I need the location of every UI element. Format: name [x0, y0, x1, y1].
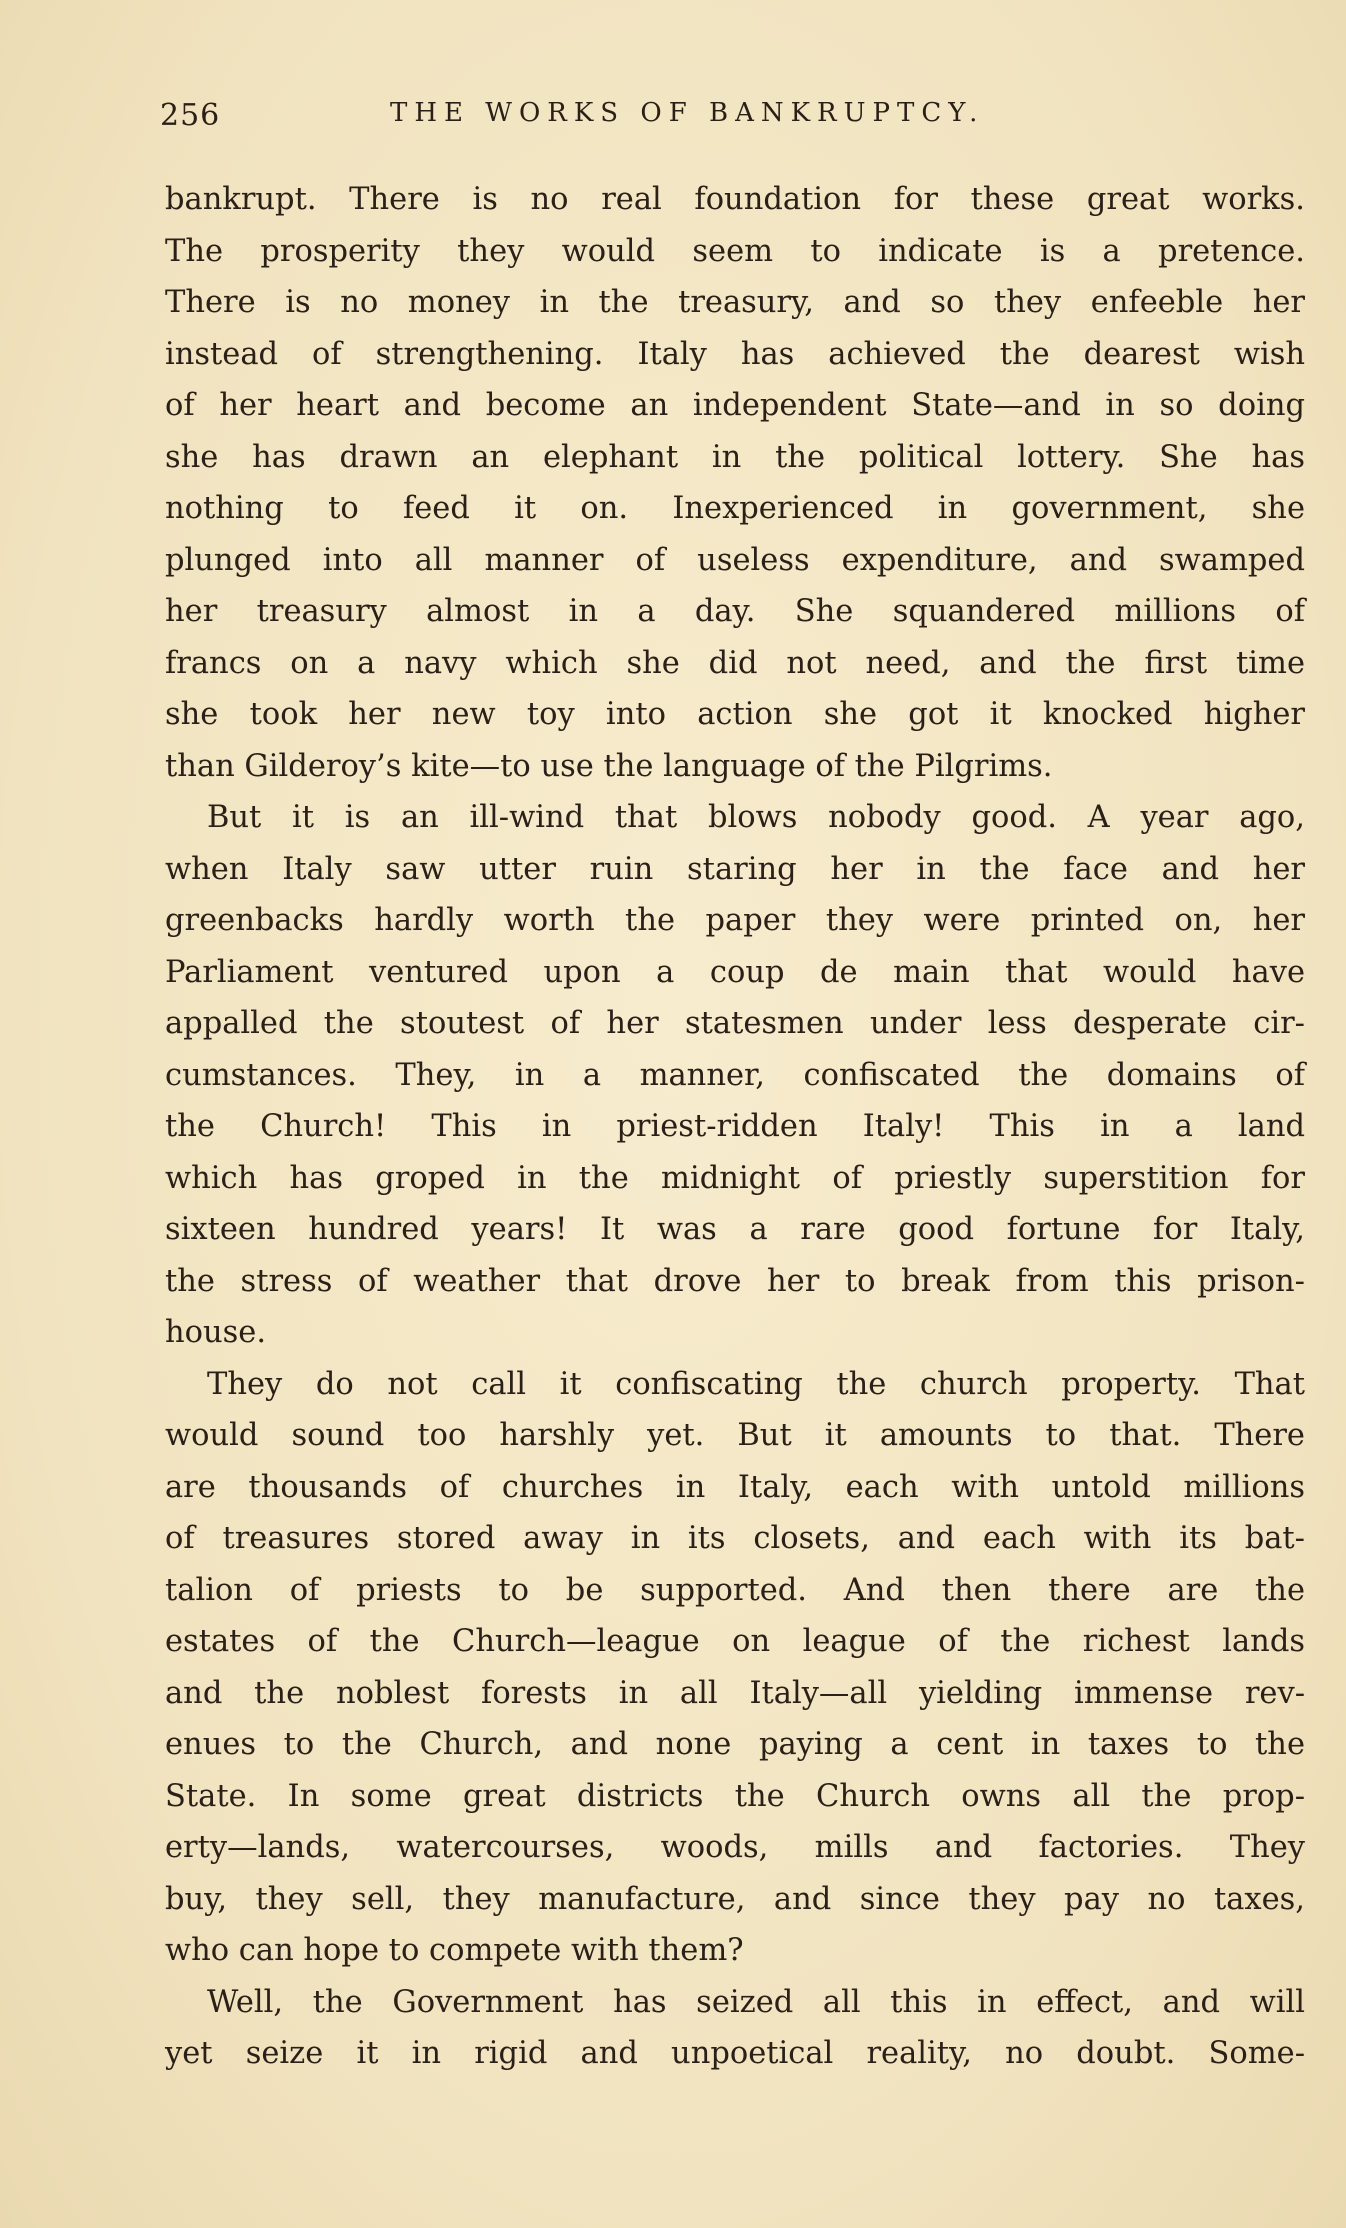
text-line: buy, they sell, they manufacture, and since they pay no taxes, [165, 1881, 1305, 1917]
text-line: greenbacks hardly worth the paper they were printed on, her [165, 903, 1305, 938]
text-line: francs on a navy which she did not need, and the first time [165, 645, 1305, 681]
text-line: of her heart and become an independent State—and in so doing [165, 388, 1305, 423]
text-line: of treasures stored away in its closets, and each with its bat- [165, 1521, 1305, 1556]
text-line: State. In some great districts the Church owns all the prop- [165, 1778, 1305, 1814]
text-line: yet seize it in rigid and unpoetical reality, no doubt. Some- [165, 2036, 1305, 2071]
text-line: bankrupt. There is no real foundation for these great works. [165, 182, 1305, 217]
text-line: the Church! This in priest-ridden Italy! This in a land [165, 1109, 1305, 1144]
text-line: would sound too harshly yet. But it amounts to that. There [165, 1418, 1305, 1453]
text-line: her treasury almost in a day. She squandered millions of [165, 594, 1305, 629]
text-line: when Italy saw utter ruin staring her in the face and her [165, 851, 1305, 887]
text-line: sixteen hundred years! It was a rare good fortune for Italy, [165, 1212, 1305, 1247]
text-line: who can hope to compete with them? [165, 1933, 744, 1968]
text-line: she has drawn an elephant in the political lottery. She has [165, 439, 1305, 475]
text-line: cumstances. They, in a manner, confiscated the domains of [165, 1057, 1305, 1093]
text-line: Well, the Government has seized all this in effect, and will [207, 1984, 1305, 2020]
text-line: estates of the Church—league on league of the richest lands [165, 1624, 1305, 1659]
text-line: talion of priests to be supported. And then there are the [165, 1572, 1305, 1608]
page-number: 256 [160, 98, 221, 133]
text-line: They do not call it confiscating the church property. That [207, 1366, 1305, 1402]
text-line: There is no money in the treasury, and so they enfeeble her [165, 285, 1305, 320]
body-text [165, 174, 1305, 2080]
text-line: than Gilderoy’s kite—to use the language of the Pilgrims. [165, 748, 1053, 784]
text-line: plunged into all manner of useless expenditure, and swamped [165, 542, 1305, 578]
text-line: the stress of weather that drove her to break from this prison- [165, 1263, 1305, 1299]
text-line: she took her new toy into action she got it knocked higher [165, 697, 1305, 732]
text-line: Parliament ventured upon a coup de main that would have [165, 954, 1305, 990]
text-line: The prosperity they would seem to indicate is a pretence. [165, 233, 1305, 269]
text-line: are thousands of churches in Italy, each with untold millions [165, 1469, 1305, 1505]
text-line: which has groped in the midnight of priestly superstition for [165, 1160, 1305, 1196]
text-line: But it is an ill-wind that blows nobody good. A year ago, [207, 800, 1305, 835]
page-header [160, 98, 1310, 148]
text-line: appalled the stoutest of her statesmen under less desperate cir- [165, 1006, 1305, 1041]
text-line: instead of strengthening. Italy has achieved the dearest wish [165, 336, 1305, 372]
text-line: house. [165, 1315, 267, 1350]
text-line: nothing to feed it on. Inexperienced in government, she [165, 491, 1305, 526]
text-line: and the noblest forests in all Italy—all yielding immense rev- [165, 1675, 1305, 1711]
text-line: enues to the Church, and none paying a cent in taxes to the [165, 1727, 1305, 1762]
text-line: erty—lands, watercourses, woods, mills and factories. They [165, 1830, 1305, 1865]
running-title: THE WORKS OF BANKRUPTCY. [390, 98, 985, 128]
